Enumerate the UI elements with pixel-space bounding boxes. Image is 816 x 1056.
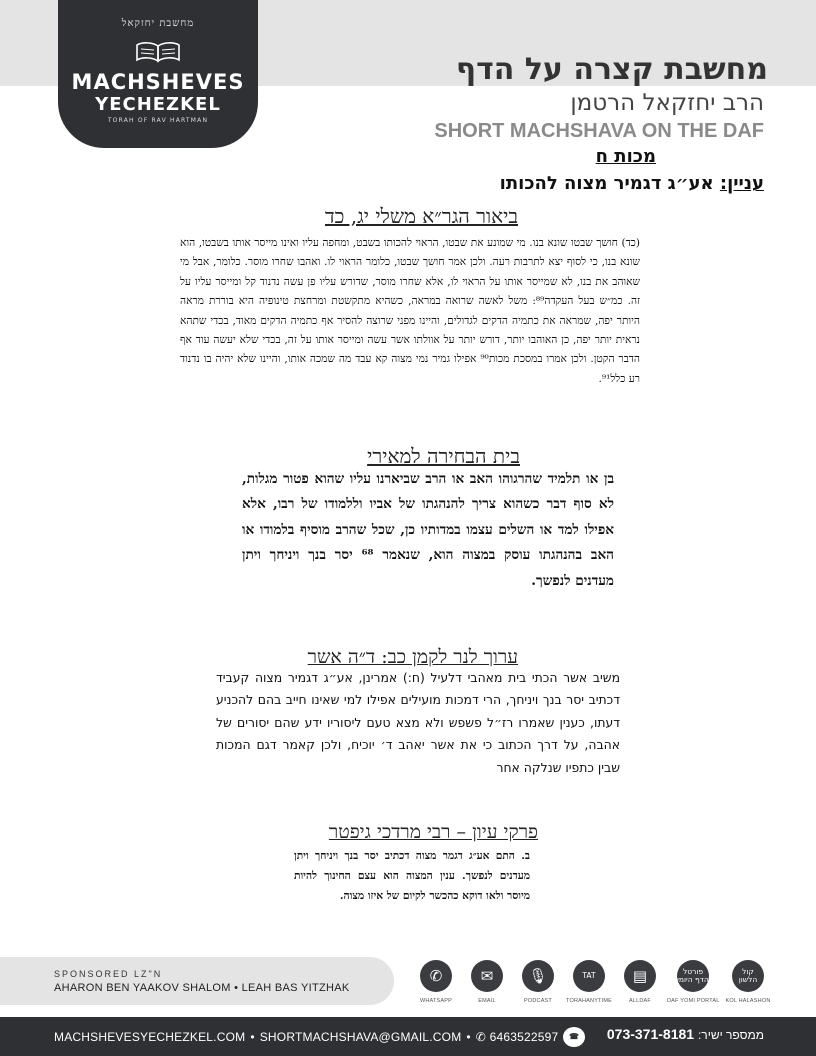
platform-icons (410, 960, 780, 1008)
daf-yomi-portal-label: DAF YOMI PORTAL (667, 998, 720, 1004)
email-link[interactable] (461, 960, 513, 1004)
inyan-heading (500, 173, 764, 194)
podcast-icon[interactable]: 🎙 (522, 960, 554, 992)
open-book-icon (134, 40, 182, 64)
sponsor-label: SPONSORED LZ"N (54, 969, 163, 979)
alldaf-link[interactable] (614, 960, 666, 1004)
email-address-link[interactable]: SHORTMACHSHAVA@GMAIL.COM (259, 1030, 462, 1044)
masechta-label: מכות ח (595, 146, 656, 167)
inyan-label: עניין: (719, 173, 764, 194)
footer-bar (0, 1017, 816, 1056)
section-text-pirkei-iyun: ב. התם אע״ג דגמר מצוה דכתיב יסר בנך ויניחך ויתן מעדנים לנפשך. ענין המצוה הוא עצם החינוך להיות מיוסר ולאו דוקא כהכשר לקיום של איזו מצוה. (294, 850, 530, 902)
logo[interactable] (58, 0, 258, 148)
sponsor-box (0, 957, 394, 1005)
sponsor-names: AHARON BEN YAAKOV SHALOM • LEAH BAS YITZHAK (54, 982, 350, 994)
daf-yomi-portal-link[interactable] (667, 960, 719, 1004)
whatsapp-number[interactable]: 6463522597 (489, 1030, 559, 1044)
whatsapp-small-icon: ✆ (475, 1030, 487, 1044)
logo-line1: MACHSHEVES (71, 70, 245, 94)
torahanytime-label: TORAHANYTIME (566, 998, 612, 1004)
kol-halashon-icon[interactable]: קול הלשון (732, 960, 764, 992)
direct-line-number[interactable]: 073-371-8181 (606, 1026, 695, 1042)
website-link[interactable]: MACHSHEVESYECHEZKEL.COM (54, 1030, 246, 1044)
direct-line-label: ממספר ישיר: (697, 1028, 764, 1042)
logo-tagline: TORAH OF RAV HARTMAN (107, 117, 209, 124)
section-text-meiri: בן או תלמיד שהרגוהו האב או הרב שביארנו עליו שהוא פטור מגלות, לא סוף דבר כשהוא צריך להנהגתו של אביו וללמודו של רבו, אלא אפילו למד או השלים עצמו במדותיו כן, שכל שהרב מוסיף בלמודו או האב בהנהגתו עוסק במצוה הוא, שנאמר ⁶⁸ יסר בנך ויניחך ויתן מעדנים לנפשך. (242, 471, 614, 589)
podcast-label: PODCAST (524, 998, 552, 1004)
whatsapp-icon[interactable]: ✆ (420, 960, 452, 992)
kol-halashon-label: KOL HALASHON (725, 998, 771, 1004)
alldaf-label: ALLDAF (629, 998, 651, 1004)
page-title-english: SHORT MACHSHAVA ON THE DAF (434, 120, 764, 142)
kol-halashon-link[interactable] (722, 960, 774, 1004)
footer-contacts: MACHSHEVESYECHEZKEL.COM • SHORTMACHSHAVA@GMAIL.COM • ✆ 6463522597 (54, 1030, 559, 1044)
daf-yomi-portal-icon[interactable]: פורטל הדף היומי (677, 960, 709, 992)
section-heading-pirkei-iyun: פרקי עיון – רבי מרדכי גיפטר (328, 821, 538, 843)
logo-hebrew-text: מחשבת יחזקאל (121, 18, 195, 29)
phone-line-logo-icon: ☎ (563, 1027, 585, 1047)
inyan-text: אע״ג דגמיר מצוה להכותו (499, 173, 720, 194)
section-text-aruch-laner: משיב אשר הכתי בית מאהבי דלעיל (ח:) אמרינן, אע״ג דגמיר מצוה קעביד דכתיב יסר בנך ויניחך, הרי דמכות מועילים אפילו למי שאינו חייב בהם להכניע דעתו, כענין שאמרו רז״ל פשפש ולא מצא טעם ליסוריו ידע שהם יסורים של אהבה, על דרך הכתוב כי את אשר יאהב ד׳ יוכיח, ולכן קאמר דגם המכות שבין כתפיו שנלקה אחר (216, 670, 620, 775)
page-title: מחשבת קצרה על הדף (455, 52, 768, 87)
torahanytime-icon[interactable]: TAT (573, 960, 605, 992)
alldaf-icon[interactable]: ▤ (624, 960, 656, 992)
email-icon[interactable]: ✉ (471, 960, 503, 992)
author-name: הרב יחזקאל הרטמן (570, 90, 764, 116)
section-text-gra: (כד) חושך שבטו שונא בנו. מי שמונע את שבטו, הראוי להכותו בשבט, ומחפה עליו ואינו מייסר אותו בשבטו, הוא שונא בנו, כי לסוף יצא לתרבות רעה. ולכן אמר חושך שבטו, כלומר הראוי לו. ואהבו שחרו מוסר. כלומר, אבל מי שאוהב את בנו, לא שמייסר אותו על הראוי לו, אלא שחרו מוסר, שדורש עליו פן עשה נדנוד קל ומייסר עליו על זה. כמ״ש בעל העקדה⁸⁹: משל לאשה שרואה במראה, כשהיא מתקשטת ומרחצת טינופיה היא בוררת מראה היותר יפה, שמראה את כתמיה הדקים לגדולים, והיינו מפני שרוצה להסיר אף כתמיה הדקים מאוד, בכדי שתהא נראית יותר יפה, כן האוהבו יותר, דורש יותר על אוולתו אשר עשה ומייסר אותו על זה, בכדי שלא יעשה עוד אף הדבר הקטן. ולכן אמרו במסכת מכות⁹⁰ אפילו גמיר נמי מצוה קא עבד מה שמכה אותו, והיינו שלא יהיה בו נדנוד רע כלל⁹¹. (180, 237, 641, 385)
email-label: EMAIL (478, 998, 496, 1004)
torahanytime-link[interactable] (563, 960, 615, 1004)
direct-line (607, 1026, 764, 1042)
section-heading-meiri: בית הבחירה למאירי (367, 444, 520, 468)
section-heading-aruch-laner: ערוך לנר לקמן כב: ד״ה אשר (307, 646, 518, 668)
whatsapp-label: WHATSAPP (419, 998, 453, 1004)
logo-line2: YECHEZKEL (95, 94, 221, 115)
section-heading-gra: ביאור הגר״א משלי יג, כד (325, 204, 518, 228)
whatsapp-link[interactable] (410, 960, 462, 1004)
podcast-link[interactable] (512, 960, 564, 1004)
